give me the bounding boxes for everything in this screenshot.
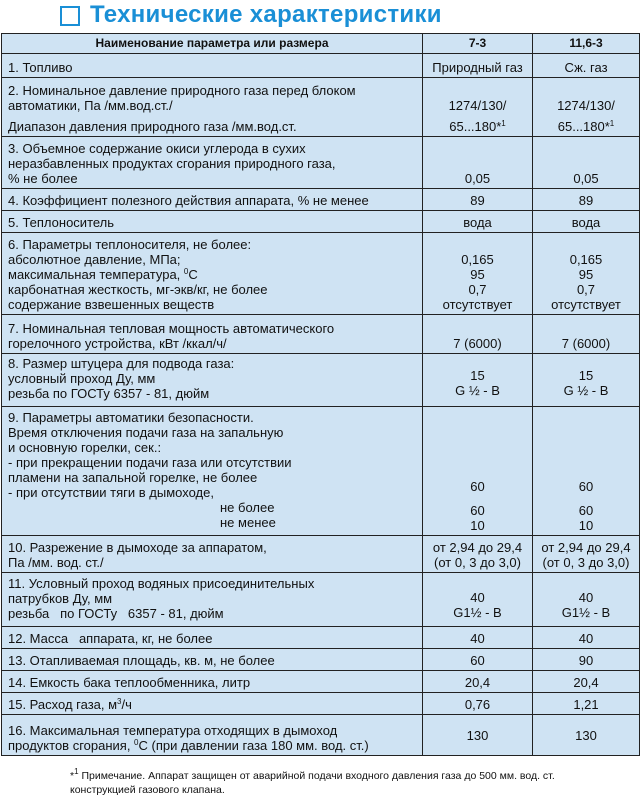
param-cell <box>2 671 423 693</box>
param-line: 16. Максимальная температура отходящих в дымоход <box>8 723 338 738</box>
table-row <box>2 137 640 189</box>
table-row <box>2 189 640 211</box>
value-cell-1 <box>423 693 533 715</box>
value-cell-1 <box>423 233 533 315</box>
value-line: отсутствует <box>551 297 621 312</box>
value-line: 40 <box>578 590 594 605</box>
value-cell-1 <box>423 573 533 627</box>
unit-text: С <box>188 267 198 282</box>
param-line: - при прекращении подачи газа или отсутствии <box>8 455 292 470</box>
unit-text: /ч <box>121 697 132 712</box>
table-row <box>2 354 640 407</box>
value-line: Сж. газ <box>564 60 608 75</box>
value-cell-2 <box>533 137 640 189</box>
param-line: условный проход Ду, мм <box>8 371 156 386</box>
value-cell-2 <box>533 315 640 354</box>
value-cell-2 <box>533 536 640 573</box>
param-line: - при отсутствии тяги в дымоходе, <box>8 485 214 500</box>
param-cell <box>2 649 423 671</box>
param-cell <box>2 315 423 354</box>
value-line: G1½ - B <box>453 605 502 620</box>
value-cell-1 <box>423 649 533 671</box>
value-cell-1 <box>423 627 533 649</box>
value-cell-2 <box>533 715 640 756</box>
value-line: 0,165 <box>461 252 494 267</box>
footnote-line: конструкцией газового клапана. <box>70 784 225 796</box>
value-cell-2 <box>533 649 640 671</box>
param-line: патрубков Ду, мм <box>8 591 113 606</box>
footnote-line <box>70 769 630 783</box>
footnote-asterisk: * <box>70 770 75 782</box>
degree-mark: 0 <box>183 267 189 276</box>
header-col2: 11,6-3 <box>533 34 640 54</box>
value-cell-2 <box>533 233 640 315</box>
param-line: Па /мм. вод. ст./ <box>8 555 104 570</box>
value-line: 0,7 <box>576 282 596 297</box>
param-line: Диапазон давления природного газа /мм.вод.ст. <box>8 119 297 134</box>
specs-table <box>1 33 640 756</box>
param-line: 10. Разрежение в дымоходе за аппаратом, <box>8 540 267 555</box>
param-line: 12. Масса аппарата, кг, не более <box>8 631 213 646</box>
value-cell-1 <box>423 536 533 573</box>
value-line: 60 <box>470 503 485 518</box>
value-cell-1 <box>423 211 533 233</box>
value-line: 65...180* <box>449 119 502 134</box>
param-line: Время отключения подачи газа на запальную <box>8 425 284 440</box>
param-cell <box>2 627 423 649</box>
value-cell-1 <box>423 115 533 137</box>
param-cell <box>2 233 423 315</box>
value-line: G1½ - B <box>561 605 611 620</box>
param-line: 7. Номинальная тепловая мощность автоматического <box>8 321 335 336</box>
value-cell-2 <box>533 693 640 715</box>
value-line: от 2,94 до 29,4 <box>432 540 523 555</box>
param-cell <box>2 407 423 536</box>
param-line <box>8 738 416 753</box>
value-line: вода <box>571 215 601 230</box>
table-row <box>2 315 640 354</box>
value-cell-1 <box>423 671 533 693</box>
param-line: 9. Параметры автоматики безопасности. <box>8 410 254 425</box>
value-line: 0,05 <box>573 171 599 186</box>
param-line: 11. Условный проход водяных присоединительных <box>8 576 315 591</box>
value-cell-1 <box>423 715 533 756</box>
param-line: резьба по ГОСТу 6357 - 81, дюйм <box>8 386 210 401</box>
param-line: неразбавленных продуктах сгорания природного газа, <box>8 156 336 171</box>
value-line: 15 <box>470 368 485 383</box>
value-line: G ½ - B <box>563 383 609 398</box>
value-line: 0,165 <box>569 252 603 267</box>
footnote <box>70 769 630 797</box>
table-row <box>2 627 640 649</box>
param-cell <box>2 211 423 233</box>
value-cell-1 <box>423 315 533 354</box>
param-text: 15. Расход газа, м <box>8 697 118 712</box>
value-cell-2 <box>533 115 640 137</box>
param-line: 4. Коэффициент полезного действия аппарата, % не менее <box>8 193 369 208</box>
value-cell-2 <box>533 573 640 627</box>
param-line: 2. Номинальное давление природного газа перед блоком <box>8 82 356 98</box>
footnote-number: 1 <box>74 767 79 776</box>
value-line: (от 0, 3 до 3,0) <box>542 555 630 570</box>
value-line: 20,4 <box>573 675 599 690</box>
param-cell <box>2 536 423 573</box>
value-line: 40 <box>470 590 485 605</box>
param-cell <box>2 573 423 627</box>
value-line: 0,05 <box>464 171 491 186</box>
footnote-mark: 1 <box>609 119 615 128</box>
checkbox-square-icon <box>60 6 80 26</box>
value-cell-1 <box>423 54 533 78</box>
param-line: 1. Топливо <box>8 60 73 75</box>
value-line: 10 <box>578 518 594 533</box>
header-col1: 7-3 <box>423 34 533 54</box>
value-line: 0,76 <box>464 697 491 712</box>
value-line: 40 <box>578 631 594 646</box>
value-line: отсутствует <box>442 297 513 312</box>
table-row <box>2 536 640 573</box>
value-line: G ½ - B <box>455 383 500 398</box>
param-line: не более <box>220 500 275 515</box>
value-line: 7 (6000) <box>561 336 611 351</box>
value-line: 1274/130/ <box>448 97 507 113</box>
param-line: 6. Параметры теплоносителя, не более: <box>8 237 252 252</box>
value-cell-2 <box>533 354 640 407</box>
value-cell-1 <box>423 78 533 115</box>
footnote-text: Примечание. Аппарат защищен от аварийной подачи входного давления газа до 500 мм. вод. ст. <box>78 770 555 782</box>
value-line: вода <box>463 215 492 230</box>
value-line: 65...180* <box>557 119 610 134</box>
value-line: 20,4 <box>464 675 491 690</box>
param-text: максимальная температура, <box>8 267 184 282</box>
table-row <box>2 54 640 78</box>
value-line: 130 <box>466 727 489 743</box>
table-row <box>2 693 640 715</box>
param-line: пламени на запальной горелке, не более <box>8 470 258 485</box>
value-line: 15 <box>578 368 594 383</box>
table-row <box>2 715 640 756</box>
value-line: 95 <box>578 267 594 282</box>
value-cell-1 <box>423 137 533 189</box>
param-line: 5. Теплоноситель <box>8 215 115 230</box>
table-row <box>2 573 640 627</box>
page-title: Технические характеристики <box>90 1 442 28</box>
param-line: % не более <box>8 171 78 186</box>
value-line: 7 (6000) <box>453 336 502 351</box>
value-line: 1,21 <box>573 697 599 712</box>
param-line: не менее <box>220 515 276 530</box>
value-cell-1 <box>423 407 533 536</box>
param-text: продуктов сгорания, <box>8 738 135 753</box>
value-cell-2 <box>533 671 640 693</box>
value-line: 40 <box>470 631 485 646</box>
param-line: и основную горелки, сек.: <box>8 440 162 455</box>
param-line: 14. Емкость бака теплообменника, литр <box>8 675 251 690</box>
value-line: 89 <box>470 193 485 208</box>
table-row <box>2 671 640 693</box>
footnote-mark: 1 <box>501 119 506 128</box>
param-cell <box>2 54 423 78</box>
value-line: 60 <box>578 479 594 494</box>
param-cell <box>2 78 423 115</box>
param-cell <box>2 354 423 407</box>
value-line: 60 <box>470 653 485 668</box>
table-row <box>2 649 640 671</box>
param-line: горелочного устройства, кВт /ккал/ч/ <box>8 336 227 351</box>
title-bar <box>0 0 643 34</box>
value-cell-1 <box>423 354 533 407</box>
value-cell-2 <box>533 189 640 211</box>
value-cell-2 <box>533 54 640 78</box>
param-line: автоматики, Па /мм.вод.ст./ <box>8 97 173 113</box>
param-line: 8. Размер штуцера для подвода газа: <box>8 356 235 371</box>
table-row <box>2 233 640 315</box>
param-line: резьба по ГОСТу 6357 - 81, дюйм <box>8 606 224 621</box>
table-row <box>2 78 640 115</box>
value-line: 10 <box>470 518 485 533</box>
param-cell <box>2 115 423 137</box>
param-cell <box>2 189 423 211</box>
value-cell-2 <box>533 407 640 536</box>
table-row <box>2 211 640 233</box>
value-line: 1274/130/ <box>557 97 615 113</box>
param-line <box>8 697 416 712</box>
param-cell <box>2 715 423 756</box>
table-header-row <box>2 34 640 54</box>
param-line: 3. Объемное содержание окиси углерода в сухих <box>8 141 306 156</box>
value-line: от 2,94 до 29,4 <box>541 540 631 555</box>
table-row <box>2 115 640 137</box>
param-cell <box>2 137 423 189</box>
value-line: 0,7 <box>468 282 487 297</box>
param-line: 13. Отапливаемая площадь, кв. м, не более <box>8 653 275 668</box>
param-line <box>8 267 416 282</box>
param-line: абсолютное давление, МПа; <box>8 252 181 267</box>
degree-mark: 0 <box>134 738 139 747</box>
param-line: содержание взвешенных веществ <box>8 297 215 312</box>
value-line: (от 0, 3 до 3,0) <box>434 555 521 570</box>
value-line: 95 <box>470 267 485 282</box>
value-line: 90 <box>578 653 594 668</box>
value-cell-1 <box>423 189 533 211</box>
param-cell <box>2 693 423 715</box>
param-text: С (при давлении газа 180 мм. вод. ст.) <box>138 738 369 753</box>
value-cell-2 <box>533 211 640 233</box>
header-param: Наименование параметра или размера <box>2 34 423 54</box>
power-mark: 3 <box>117 697 122 706</box>
value-cell-2 <box>533 627 640 649</box>
table-row <box>2 407 640 536</box>
value-line: 89 <box>578 193 594 208</box>
value-cell-2 <box>533 78 640 115</box>
param-line: карбонатная жесткость, мг-экв/кг, не более <box>8 282 268 297</box>
value-line: Природный газ <box>432 60 523 75</box>
value-line: 60 <box>470 479 485 494</box>
value-line: 60 <box>578 503 594 518</box>
value-line: 130 <box>575 727 597 743</box>
